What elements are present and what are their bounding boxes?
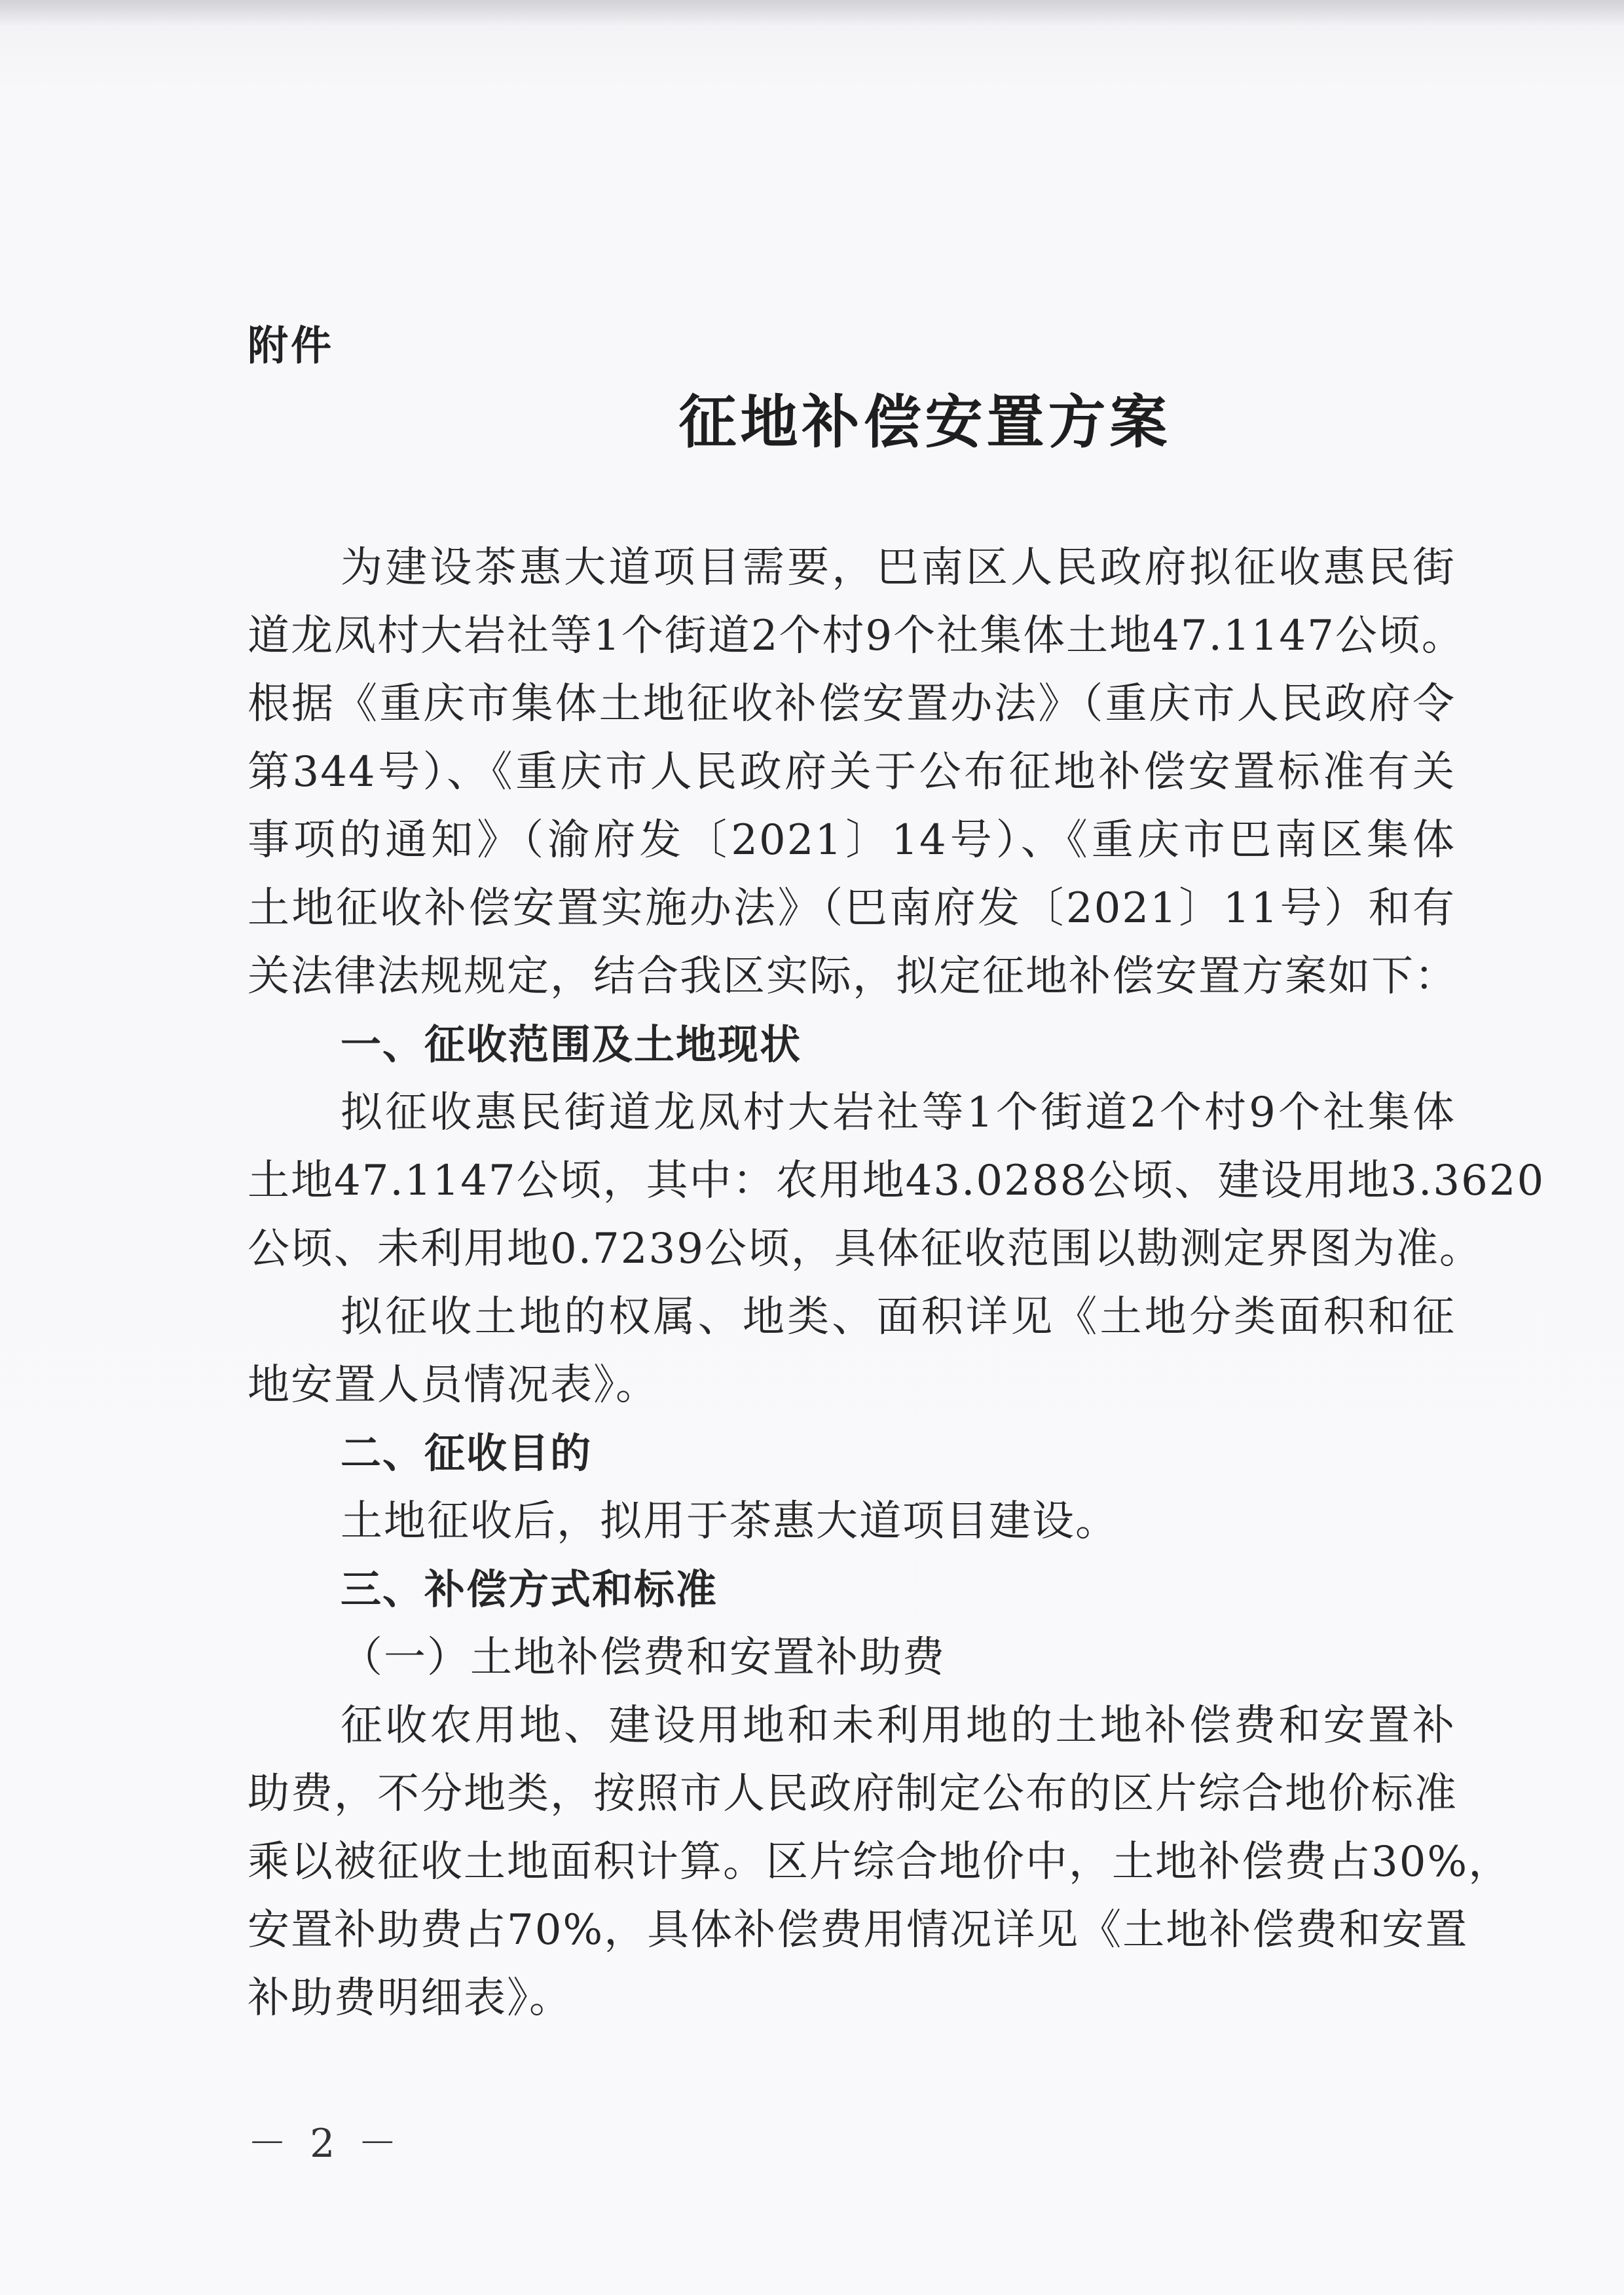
section3-line: 助费，不分地类，按照市人民政府制定公布的区片综合地价标准 [248,1770,1458,1818]
section3-line: 安置补助费占70%，具体补偿费用情况详见《土地补偿费和安置 [248,1906,1469,1954]
intro-line: 关法律法规规定，结合我区实际，拟定征地补偿安置方案如下： [248,952,1458,1001]
page-number: － 2 － [248,2121,403,2167]
section1-line: 地安置人员情况表》。 [248,1361,659,1409]
section2-line: 土地征收后，拟用于茶惠大道项目建设。 [341,1497,1118,1546]
section1-line: 公顷、未利用地0.7239公顷，具体征收范围以勘测定界图为准。 [248,1225,1483,1273]
section3-line: 乘以被征收土地面积计算。区片综合地价中，土地补偿费占30%， [248,1838,1512,1886]
section3-line: 征收农用地、建设用地和未利用地的土地补偿费和安置补 [341,1702,1456,1750]
subsection-heading-land-fees: （一）土地补偿费和安置补助费 [341,1633,946,1682]
intro-line: 道龙凤村大岩社等1个街道2个村9个社集体土地47.1147公顷。 [248,612,1465,660]
section1-line: 土地47.1147公顷，其中：农用地43.0288公顷、建设用地3.3620 [248,1157,1545,1205]
intro-line: 第344号）、《重庆市人民政府关于公布征地补偿安置标准有关 [248,748,1456,796]
document-title: 征地补偿安置方案 [678,388,1172,456]
intro-line: 土地征收补偿安置实施办法》（巴南府发〔2021〕11号）和有 [248,884,1456,933]
section1-line: 拟征收土地的权属、地类、面积详见《土地分类面积和征 [341,1293,1456,1341]
section-heading-scope: 一、征收范围及土地现状 [341,1020,802,1068]
section3-line: 补助费明细表》。 [248,1974,572,2023]
section1-line: 拟征收惠民街道龙凤村大岩社等1个街道2个村9个社集体 [341,1089,1456,1137]
document-body [248,534,1545,2032]
intro-line: 为建设茶惠大道项目需要，巴南区人民政府拟征收惠民街 [341,544,1456,592]
intro-line: 事项的通知》（渝府发〔2021〕14号）、《重庆市巴南区集体 [248,816,1456,865]
section-heading-purpose: 二、征收目的 [341,1429,593,1477]
attachment-label: 附件 [248,322,335,369]
section-heading-compensation: 三、补偿方式和标准 [341,1565,718,1613]
scan-edge-shadow [0,0,1624,26]
intro-line: 根据《重庆市集体土地征收补偿安置办法》（重庆市人民政府令 [248,680,1456,728]
